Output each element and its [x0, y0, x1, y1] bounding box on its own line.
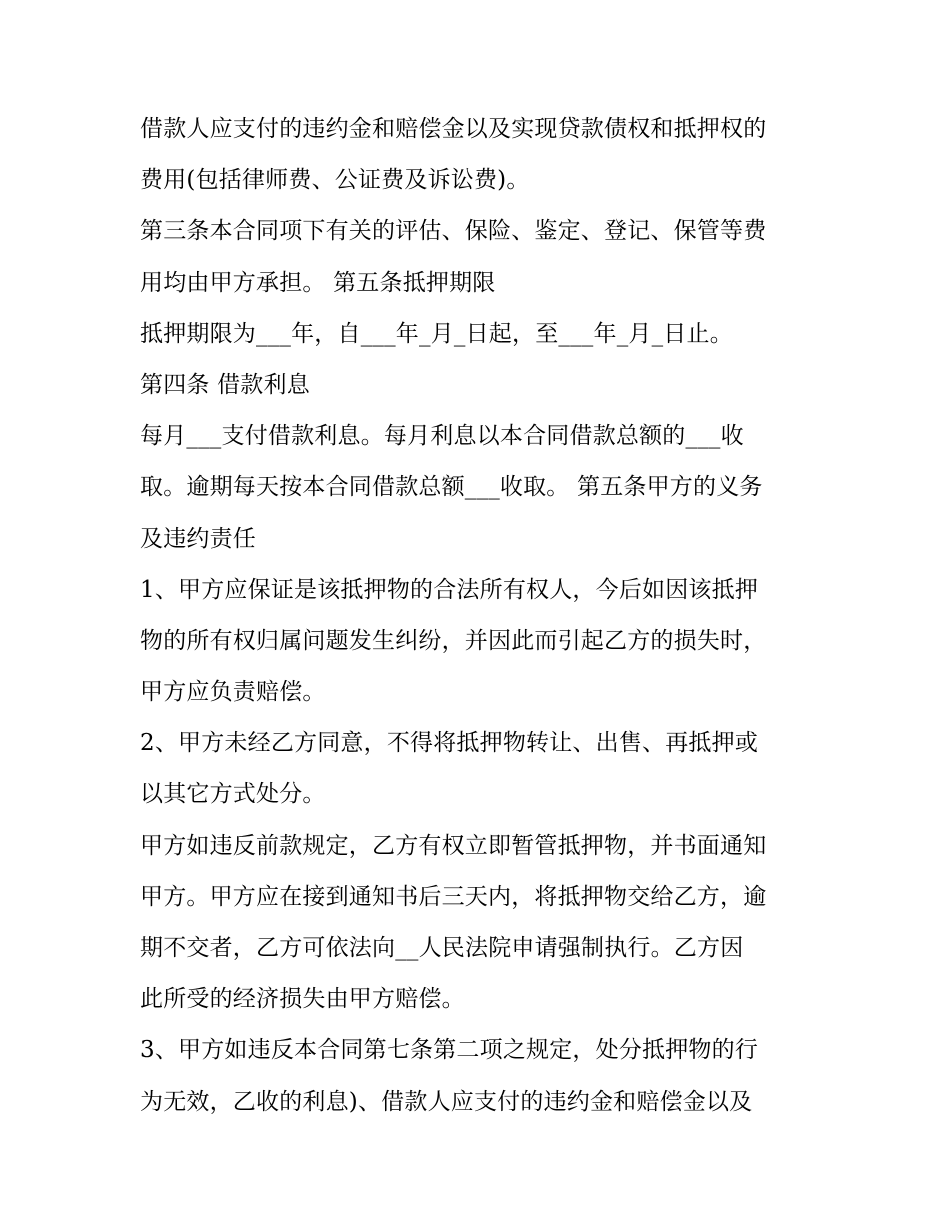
- text-line: 取。逾期每天按本合同借款总额___收取。 第五条甲方的义务: [140, 474, 763, 501]
- text-line: 2、甲方未经乙方同意，不得将抵押物转让、出售、再抵押或: [140, 730, 759, 757]
- text-line: 以其它方式处分。: [140, 781, 326, 808]
- text-line: 为无效，乙收的利息)、借款人应支付的违约金和赔偿金以及: [140, 1088, 753, 1115]
- text-line: 用均由甲方承担。 第五条抵押期限: [140, 269, 496, 296]
- section-heading: 第四条 借款利息: [140, 371, 310, 398]
- text-line: 借款人应支付的违约金和赔偿金以及实现贷款债权和抵押权的: [140, 116, 767, 142]
- text-line: 每月___支付借款利息。每月利息以本合同借款总额的___收: [140, 423, 744, 450]
- text-line: 费用(包括律师费、公证费及诉讼费)。: [140, 167, 530, 194]
- text-line: 抵押期限为___年，自___年_月_日起，至___年_月_日止。: [140, 320, 733, 347]
- text-line: 期不交者，乙方可依法向__人民法院申请强制执行。乙方因: [140, 935, 744, 961]
- text-line: 3、甲方如违反本合同第七条第二项之规定，处分抵押物的行: [140, 1037, 759, 1064]
- text-line: 第三条本合同项下有关的评估、保险、鉴定、登记、保管等费: [140, 218, 767, 245]
- text-line: 甲方应负责赔偿。: [140, 679, 326, 706]
- text-line: 及违约责任: [140, 525, 256, 552]
- text-line: 甲方。甲方应在接到通知书后三天内，将抵押物交给乙方，逾: [140, 883, 767, 910]
- document-body: [140, 104, 820, 1128]
- text-line: 此所受的经济损失由甲方赔偿。: [140, 986, 465, 1013]
- text-line: 物的所有权归属问题发生纠纷，并因此而引起乙方的损失时，: [140, 627, 767, 654]
- text-line: 1、甲方应保证是该抵押物的合法所有权人，今后如因该抵押: [140, 576, 759, 603]
- text-line: 甲方如违反前款规定，乙方有权立即暂管抵押物，并书面通知: [140, 832, 767, 859]
